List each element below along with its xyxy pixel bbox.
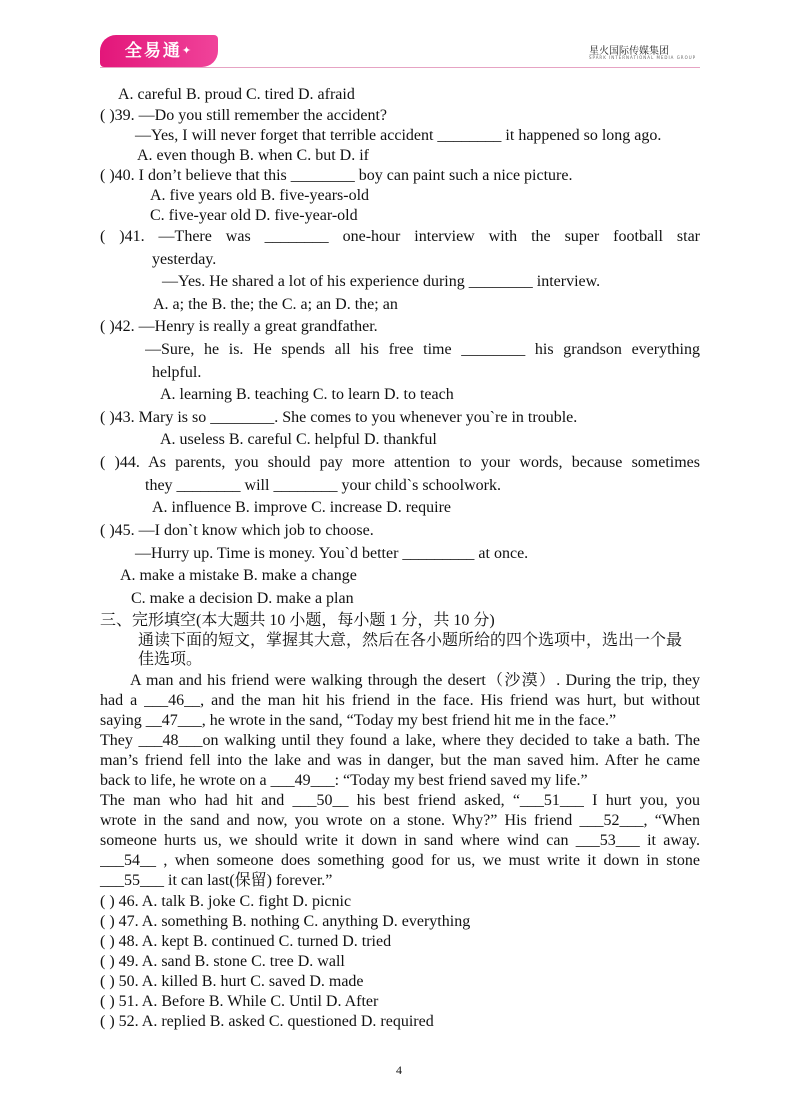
text-line: A. five years old B. five-years-old [150,187,370,204]
publisher-name: 星火国际传媒集团 [589,46,669,57]
text-line: ( )39. —Do you still remember the accident? [100,107,388,124]
text-line: ( )45. —I don`t know which job to choose. [100,522,374,539]
text-line: ( ) 50. A. killed B. hurt C. saved D. made [100,973,364,990]
text-line: ( )42. —Henry is really a great grandfather. [100,318,378,335]
text-line: A man and his friend were walking through the desert（沙漠）. During the trip, they [130,672,700,689]
text-line: 通读下面的短文，掌握其大意，然后在各小题所给的四个选项中，选出一个最 [138,632,683,649]
text-line: ( ) 48. A. kept B. continued C. turned D. tried [100,933,392,950]
text-line: —Hurry up. Time is money. You`d better _________ at once. [135,545,529,562]
text-line: ___55___ it can last(保留) forever.” [100,872,333,889]
text-line: C. five-year old D. five-year-old [150,207,358,224]
text-line: man’s friend fell into the lake and was in danger, but the man saved him. After he came [100,752,700,769]
text-line: A. influence B. improve C. increase D. require [152,499,452,516]
page-number: 4 [396,1063,402,1077]
text-line: ( ) 49. A. sand B. stone C. tree D. wall [100,953,345,970]
logo-text: 全易通 [124,41,182,61]
text-line: A. even though B. when C. but D. if [137,147,369,164]
text-line: A. make a mistake B. make a change [120,567,357,584]
text-line: ( ) 47. A. something B. nothing C. anything D. everything [100,913,471,930]
publisher-subtitle: SPARK INTERNATIONAL MEDIA GROUP [589,55,697,60]
text-line: someone hurts us, we should write it down in sand where wind can ___53___ it away. [100,832,700,849]
star-icon: ✦ [181,44,194,57]
text-line: saying __47___, he wrote in the sand, “Today my best friend hit me in the face.” [100,712,617,729]
text-line: A. careful B. proud C. tired D. afraid [118,86,355,103]
text-line: ___54__ , when someone does something good for us, we must write it down in stone [100,852,700,869]
text-line: ( )44. As parents, you should pay more attention to your words, because sometimes [100,454,700,471]
text-line: They ___48___on walking until they found a lake, where they decided to take a bath. The [100,732,700,749]
text-line: ( )43. Mary is so ________. She comes to you whenever you`re in trouble. [100,409,578,426]
text-line: ( )41. —There was ________ one-hour interview with the super football star [100,228,700,245]
text-line: —Yes. He shared a lot of his experience during ________ interview. [162,273,601,290]
text-line: —Sure, he is. He spends all his free time ________ his grandson everything [145,341,700,358]
text-line: —Yes, I will never forget that terrible accident ________ it happened so long ago. [135,127,662,144]
text-line: 佳选项。 [138,651,203,668]
text-line: they ________ will ________ your child`s schoolwork. [145,477,501,494]
brand-logo [100,35,218,67]
header-divider [100,67,700,68]
text-line: C. make a decision D. make a plan [131,590,354,607]
text-line: wrote in the sand and now, you wrote on a stone. Why?” His friend ___52___, “When [100,812,700,829]
text-line: The man who had hit and ___50__ his best friend asked, “___51___ I hurt you, you [100,792,700,809]
text-line: 三、完形填空(本大题共 10 小题，每小题 1 分，共 10 分) [100,612,495,629]
text-line: A. learning B. teaching C. to learn D. to teach [160,386,454,403]
text-line: helpful. [152,364,202,381]
text-line: ( ) 46. A. talk B. joke C. fight D. picnic [100,893,352,910]
text-line: back to life, he wrote on a ___49___: “Today my best friend saved my life.” [100,772,588,789]
text-line: ( ) 51. A. Before B. While C. Until D. After [100,993,379,1010]
text-line: A. a; the B. the; the C. a; an D. the; an [153,296,398,313]
text-line: A. useless B. careful C. helpful D. thankful [160,431,437,448]
text-line: ( ) 52. A. replied B. asked C. questioned D. required [100,1013,434,1030]
text-line: had a ___46__, and the man hit his friend in the face. His friend was hurt, but without [100,692,700,709]
text-line: yesterday. [152,251,217,268]
text-line: ( )40. I don’t believe that this ________ boy can paint such a nice picture. [100,167,573,184]
